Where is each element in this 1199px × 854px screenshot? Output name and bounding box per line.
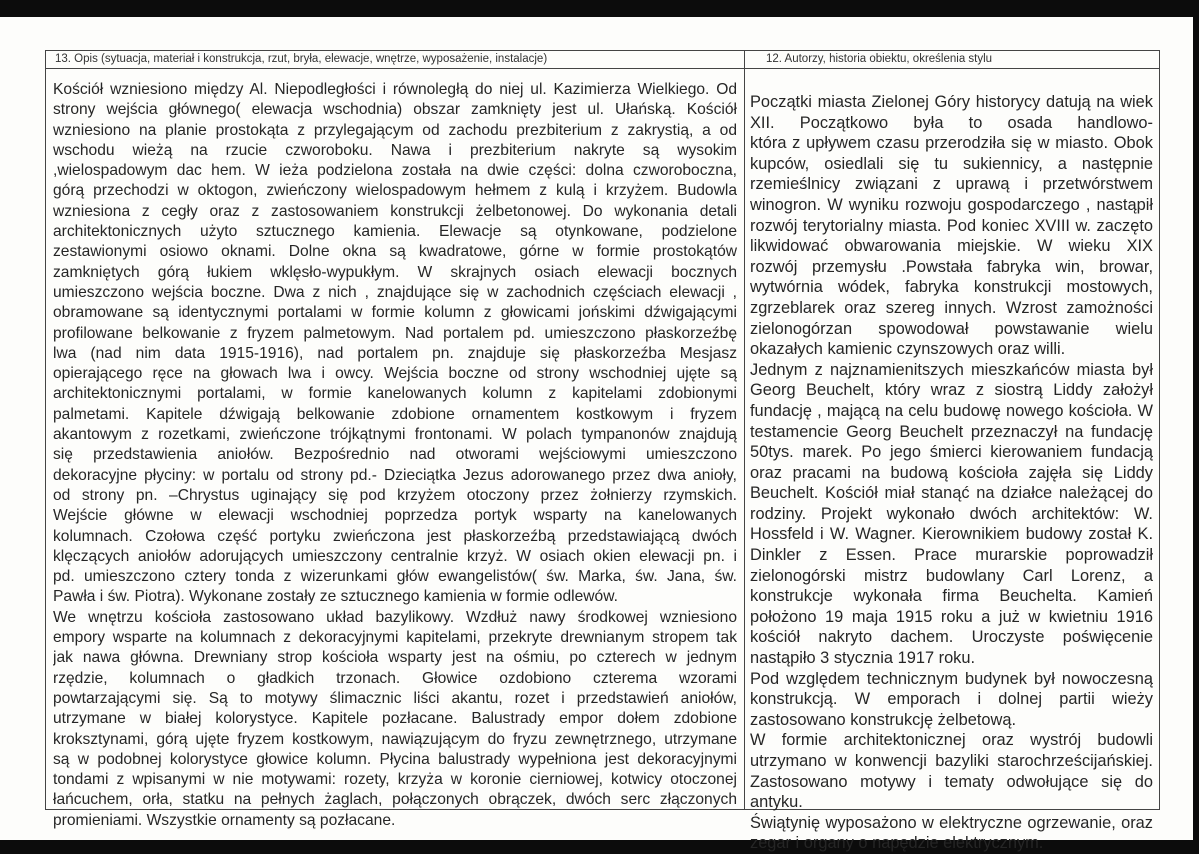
text-line: są w podobnej kolorystyce głowice kolumn. Płycina balustrady wypełniona jest dekoracyjnymi — [53, 750, 737, 768]
text-line: ,wielospadowym dac hem. W ieża podzielona została na dwie części: dolna czworoboczna, — [53, 162, 737, 180]
text-line: We wnętrzu kościoła zastosowano układ bazylikowy. Wzdłuż nawy środkowej wzniesiono — [53, 608, 737, 626]
text-line: palmetami. Kapitele dźwigają belkowanie zdobione ornamentem kostkowym i fryzem — [53, 405, 737, 423]
text-line: akantowym z rozetkami, zwieńczone trójkątnymi frontonami. W polach tympanonów znajdują — [53, 426, 737, 444]
text-line: wzniesiono na planie prostokąta z przylegającym od zachodu prezbiterium z zakrystią, a od — [53, 121, 737, 139]
text-line: architektonicznych użyto sztucznego kamienia. Elewacje są otynkowane, podzielone — [53, 223, 737, 241]
text-line: rozwój terytorialny miasta. Pod koniec XVIII w. zaczęto — [750, 216, 1153, 235]
text-line: lwa (nad nim data 1915-1916), nad portalem pn. znajduje się płaskorzeźba Mesjasz — [53, 344, 737, 362]
text-line: tondami z wpisanymi w nie motywami: rozety, krzyża w koronie cierniowej, kotwicy otoczonej — [53, 771, 737, 789]
text-line: zamkniętych górą łukiem wklęsło-wypukłym. W skrajnych osiach elewacji bocznych — [53, 263, 737, 281]
text-line: zegar i organy o napędzie elektrycznym. — [750, 834, 1044, 853]
text-line: od strony pn. –Chrystus uginający się pod krzyżem otoczony przez żołnierzy rzymskich. — [53, 486, 737, 504]
text-line: wytwórnia wódek, fabryka konstrukcji mostowych, — [750, 278, 1153, 297]
text-line: zielonogórski mistrz budowlany Carl Lorenz, a — [750, 566, 1153, 585]
text-line: powtarzającymi się. Są to motywy ślimacznic liści akantu, rozet i przedstawień aniołów, — [53, 689, 737, 707]
text-line: winogron. W wyniku rozwoju gospodarczego , nastąpił — [750, 195, 1153, 214]
text-line: kroksztynami, górą ujęte fryzem kostkowym, nawiązującym do fryzu zewnętrznego, utrzymane — [53, 730, 737, 748]
text-line: rzemieślnicy związani z uprawą i przetwórstwem — [750, 175, 1153, 194]
text-line: zastosowano konstrukcję żelbetową. — [750, 710, 1017, 729]
text-line: utrzymane w białej kolorystyce. Kapitele pozłacane. Balustrady empor dołem zdobione — [53, 710, 737, 728]
text-line: likwidować obwarowania miejskie. W wieku XIX — [750, 237, 1153, 256]
text-line: pd. umieszczono cztery tonda z wizerunkami głów ewangelistów( św. Marka, św. Jana, św. — [53, 568, 737, 586]
text-line: która z upływem czasu przerodziła się w miasto. Obok — [750, 134, 1153, 153]
text-line: obramowane są identycznymi portalami w formie kolumn z głowicami jońskimi dźwigającymi — [53, 304, 737, 322]
text-line: nastąpiło 3 stycznia 1917 roku. — [750, 649, 976, 668]
text-line: opierającego ręce na głowach lwa i owcy. Wejścia boczne od strony wschodniej ujęte są — [53, 365, 737, 383]
form-table — [45, 50, 1160, 853]
text-line: położono 19 maja 1915 roku a już w kwietniu 1916 — [750, 607, 1153, 626]
text-line: Kościół wzniesiono między Al. Niepodległości i równoległą do niej ul. Kazimierza Wielkiego. Od — [53, 81, 737, 98]
text-line: strony wejścia głównego( elewacja wschodnia) obszar zamknięty jest ul. Ułańską. Kościół — [53, 101, 737, 119]
text-line: wzniesiona z cegły oraz z zastosowaniem konstrukcji żelbetonowej. Do wykonania detali — [53, 202, 737, 220]
text-line: zgrzeblarek oraz szereg innych. Wzrost zamożności — [750, 298, 1153, 317]
text-line: kupców, osiedlali się tu sukiennicy, a następnie — [750, 154, 1153, 173]
text-line: konstrukcje wykonała firma Beuchelta. Kamień — [750, 587, 1153, 606]
text-line: łańcuchem, orła, statku na pełnych żaglach, połączonych obrączek, dwóch serc złączonych — [53, 791, 737, 809]
text-line: Zastosowano motywy i tematy odwołujące się do — [750, 772, 1153, 791]
text-line: Pawła i św. Piotra). Wykonane zostały ze sztucznego kamienia w formie odlewów. — [53, 588, 618, 606]
text-line: zestawionymi osiowo oknami. Dolne okna są kwadratowe, górne w formie prostokątów — [53, 243, 737, 261]
text-line: Początki miasta Zielonej Góry historycy datują na wiek — [750, 93, 1153, 111]
description-text — [53, 80, 737, 831]
description-header: 13. Opis (sytuacja, materiał i konstrukcja, rzut, bryła, elewacje, wnętrze, wyposażenie, instalacje) — [46, 51, 744, 69]
text-line: profilowane belkowanie z fryzem palmetowym. Nad portalem pd. umieszczono płaskorzeźbę — [53, 324, 737, 342]
text-line: 50tys. marek. Po jego śmierci kierowaniem fundacją — [750, 443, 1153, 462]
text-line: promieniami. Wszystkie ornamenty są pozłacane. — [53, 811, 396, 829]
text-line: architektonicznymi portalami, w formie kanelowanych kolumn z kapitelami zdobionymi — [53, 385, 737, 403]
text-line: XII. Początkowo była to osada handlowo- — [750, 113, 1153, 132]
text-line: okazałych kamienic czynszowych oraz willi. — [750, 340, 1066, 359]
text-line: fundację , mającą na celu budowę nowego kościoła. W — [750, 401, 1153, 420]
text-line: rodziny. Projekt wykonało dwóch architektów: W. — [750, 504, 1153, 523]
text-line: Świątynię wyposażono w elektryczne ogrzewanie, oraz — [750, 813, 1153, 832]
text-line: się przedstawienia aniołów. Bezpośrednio nad otworami wejściowymi umieszczono — [53, 446, 737, 464]
text-line: Wejście główne w elewacji wschodniej poprzedza portyk wsparty na kanelowanych — [53, 507, 737, 525]
text-line: klęczących aniołów adorujących umieszczony centralnie krzyż. W osiach okien elewacji pn. i — [53, 547, 737, 565]
text-line: górą przechodzi w oktogon, zwieńczony wielospadowym hełmem z kulą i krzyżem. Budowla — [53, 182, 737, 200]
text-line: Pod względem technicznym budynek był nowoczesną — [750, 669, 1153, 688]
history-column — [744, 51, 1159, 853]
text-line: rozwój przemysłu .Powstała fabryka win, browar, — [750, 257, 1153, 276]
text-line: jak nawa główna. Drewniany strop kościoła wsparty jest na ośmiu, po czterech w jednym — [53, 649, 737, 667]
text-line: utrzymano w konwencji bazyliki starochrześcijańskiej. — [750, 752, 1153, 770]
text-line: kościół nakryto dachem. Uroczyste poświęcenie — [750, 628, 1153, 647]
text-line: konstrukcją. W emporach i dolnej partii wieży — [750, 690, 1153, 709]
text-line: testamencie Georg Beuchelt przeznaczył na fundację — [750, 422, 1153, 441]
text-line: W formie architektonicznej oraz wystrój budowli — [750, 731, 1153, 750]
scanned-page — [0, 17, 1193, 853]
text-line: Jednym z najznamienitszych mieszkańców miasta był — [750, 360, 1153, 379]
text-line: zielonogórzan spowodował powstawanie wielu — [750, 319, 1153, 338]
history-text — [750, 92, 1153, 854]
text-line: Hossfeld i W. Wagner. Kierownikiem budowy został K. — [750, 525, 1153, 544]
text-line: rzędzie, kolumnach o gładkich trzonach. Głowice ozdobiono czterema wzorami — [53, 669, 737, 687]
text-line: oraz pracami na budową kościoła zajęła się Liddy — [750, 463, 1153, 482]
description-column — [46, 51, 745, 829]
text-line: umieszczono wejścia boczne. Dwa z nich , znajdujące się w zachodnich częściach elewacji , — [53, 283, 737, 301]
text-line: Georg Beuchelt, który wraz z siostrą Liddy założył — [750, 381, 1153, 400]
text-line: Dinkler z Essen. Prace murarskie poprowadził — [750, 546, 1153, 565]
text-line: Beuchelt. Kościół miał stanąć na działce należącej do — [750, 484, 1153, 503]
text-line: wschodu wieżą na rzucie czworoboku. Nawa i prezbiterium nakryte są wysokim — [53, 141, 737, 159]
text-line: kolumnach. Czołowa część portyku zwieńczona jest płaskorzeźbą przedstawiającą dwóch — [53, 527, 737, 545]
history-header: 12. Autorzy, historia obiektu, określenia stylu — [744, 51, 1159, 69]
text-line: antyku. — [750, 793, 803, 812]
text-line: empory wsparte na kolumnach z dekoracyjnymi kapitelami, przekryte drewnianym stropem tak — [53, 629, 737, 647]
text-line: dekoracyjne płyciny: w portalu od strony pd.- Dzieciątka Jezus adorowanego przez dwa anioły, — [53, 466, 737, 484]
